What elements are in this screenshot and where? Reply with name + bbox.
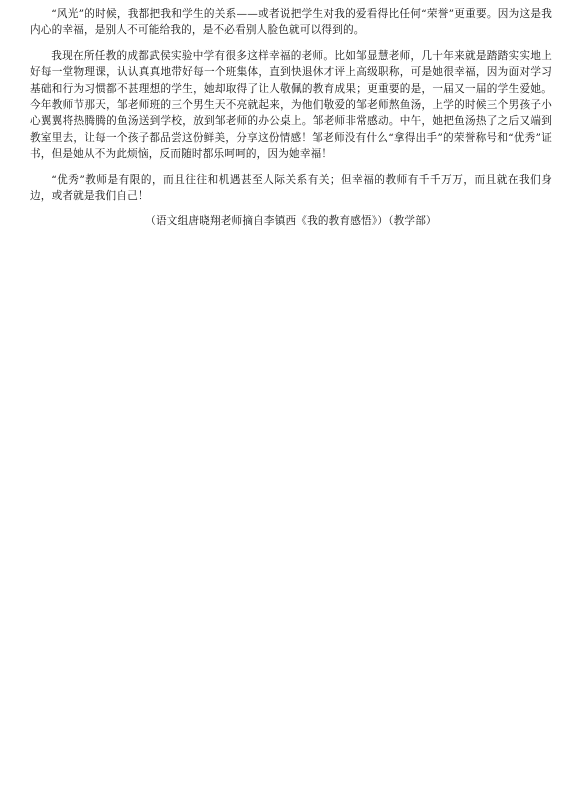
source-attribution: （语文组唐晓翔老师摘自李镇西《我的教育感悟》）（教学部） (145, 215, 437, 228)
paragraph-1: “风光”的时候，我都把我和学生的关系——或者说把学生对我的爱看得比任何“荣誉”更重要。因为这是我内心的幸福，是别人不可能给我的，是不必看别人脸色就可以得到的。 (30, 8, 552, 37)
paragraph-gap (30, 163, 552, 172)
paragraph-2: 我现在所任教的成都武侯实验中学有很多这样幸福的老师。比如邹显慧老师，几十年来就是踏踏实实地上好每一堂物理课，认认真真地带好每一个班集体，直到快退休才评上高级职称，可是她很幸福，因为面对学习基础和行为习惯都不甚理想的学生，她却取得了让人敬佩的教育成果；更重要的是，一届又一届的学生爱她。今年教师节那天，邹老师班的三个男生天不亮就起来，为他们敬爱的邹老师熬鱼汤，上学的时候三个男孩子小心翼翼将热腾腾的鱼汤送到学校，放到邹老师的办公桌上。邹老师非常感动。中午，她把鱼汤热了之后又端到教室里去，让每一个孩子都品尝这份鲜美，分享这份情感！邹老师没有什么“拿得出手”的荣誉称号和“优秀”证书，但是她从不为此烦恼，反而随时都乐呵呵的，因为她幸福！ (30, 49, 552, 161)
paragraph-gap (30, 39, 552, 48)
document-body (30, 6, 552, 230)
paragraph-3: “优秀”教师是有限的，而且往往和机遇甚至人际关系有关；但幸福的教师有千千万万，而且就在我们身边，或者就是我们自己！ (30, 173, 552, 203)
